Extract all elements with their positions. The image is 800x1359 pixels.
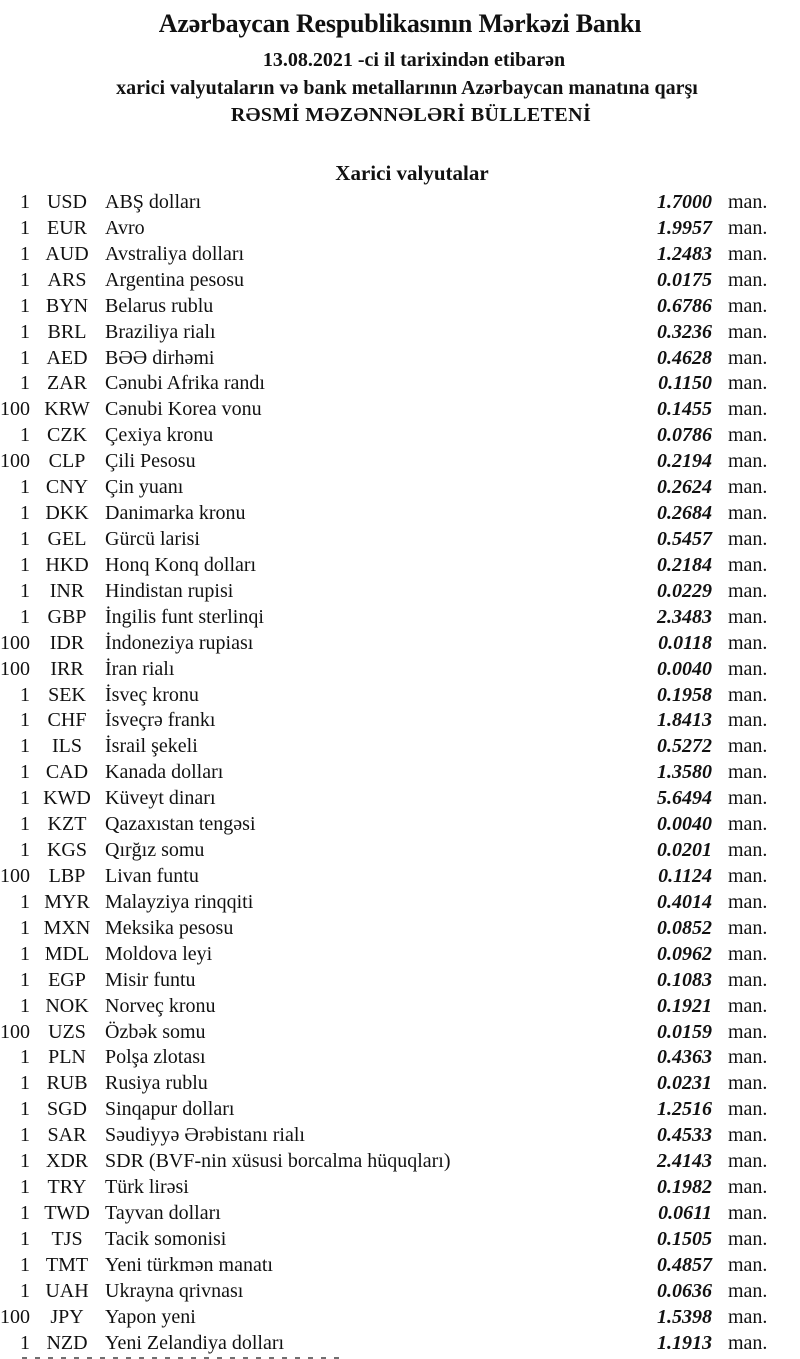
currency-code: BYN [45,294,89,317]
nominal-amount: 1 [20,476,30,499]
rate-row [0,1175,800,1201]
nominal-amount: 1 [20,735,30,758]
rate-value: 0.5272 [657,735,712,758]
rate-unit-label: man. [728,579,768,602]
currency-name: Gürcü larisi [105,527,200,550]
rate-row [0,320,800,346]
nominal-amount: 100 [0,450,30,473]
nominal-amount: 1 [20,968,30,991]
currency-name: İsveç kronu [105,683,199,706]
rate-unit-label: man. [728,890,768,913]
rate-unit-label: man. [728,709,768,732]
nominal-amount: 1 [20,1331,30,1354]
rate-row [0,994,800,1020]
nominal-amount: 1 [20,839,30,862]
currency-name: BƏƏ dirhəmi [105,346,215,369]
rate-unit-label: man. [728,191,768,213]
rate-value: 0.0040 [657,813,712,836]
currency-code: XDR [45,1150,89,1173]
currency-name: Moldova leyi [105,942,213,965]
currency-code: UZS [48,1020,86,1043]
rate-row [0,294,800,320]
currency-name: Cənubi Korea vonu [105,398,262,421]
rate-row [0,501,800,527]
rate-value: 0.0611 [658,1201,712,1224]
rate-row [0,890,800,916]
rate-value: 1.2483 [657,242,712,265]
nominal-amount: 1 [20,527,30,550]
rate-value: 0.1455 [657,398,712,421]
rate-value: 0.0201 [657,839,712,862]
currency-code: CAD [45,761,89,784]
rate-row [0,916,800,942]
nominal-amount: 1 [20,761,30,784]
currency-code: IRR [50,657,84,680]
rate-value: 0.4857 [657,1253,712,1276]
currency-code: GEL [47,527,87,550]
rate-row [0,242,800,268]
nominal-amount: 100 [0,864,30,887]
rate-value: 0.4014 [657,890,712,913]
rate-row [0,968,800,994]
rate-value: 0.1982 [657,1176,712,1199]
currency-name: Çexiya kronu [105,424,214,447]
rate-unit-label: man. [728,527,768,550]
rate-value: 0.1150 [658,372,712,395]
rate-unit-label: man. [728,450,768,473]
rate-row [0,683,800,709]
currency-name: Hindistan rupisi [105,579,234,602]
rate-unit-label: man. [728,346,768,369]
nominal-amount: 1 [20,424,30,447]
effective-date-line: 13.08.2021 -ci il tarixindən etibarən [262,49,566,71]
rate-value: 0.1505 [657,1227,712,1250]
rate-unit-label: man. [728,605,768,628]
currency-code: NOK [45,994,89,1017]
currency-code: SGD [46,1098,87,1121]
rate-value: 1.9957 [657,216,712,239]
currency-name: Yeni Zelandiya dolları [105,1331,285,1354]
rate-unit-label: man. [728,398,768,421]
nominal-amount: 1 [20,372,30,395]
nominal-amount: 1 [20,216,30,239]
currency-code: CHF [47,709,87,732]
rate-unit-label: man. [728,1046,768,1069]
currency-code: JPY [50,1305,84,1328]
rate-unit-label: man. [728,1150,768,1173]
currency-code: AUD [45,242,89,265]
rate-unit-label: man. [728,1279,768,1302]
rate-unit-label: man. [728,268,768,291]
rate-value: 0.0231 [657,1072,712,1095]
currency-code: ILS [52,735,82,758]
rate-row [0,864,800,890]
rate-value: 0.1921 [657,994,712,1017]
nominal-amount: 100 [0,398,30,421]
currency-name: Küveyt dinarı [105,787,216,810]
rate-value: 0.0118 [658,631,712,654]
rate-row [0,1020,800,1046]
nominal-amount: 1 [20,1098,30,1121]
nominal-amount: 1 [20,1150,30,1173]
rate-unit-label: man. [728,1176,768,1199]
currency-code: CLP [48,450,86,473]
nominal-amount: 1 [20,553,30,576]
rate-row [0,734,800,760]
rate-unit-label: man. [728,864,768,887]
currency-code: MXN [43,916,91,939]
rate-unit-label: man. [728,1020,768,1043]
currency-code: TWD [44,1201,90,1224]
rate-unit-label: man. [728,631,768,654]
rate-value: 1.2516 [657,1098,712,1121]
rate-value: 0.1958 [657,683,712,706]
rate-unit-label: man. [728,1331,768,1354]
rate-row [0,475,800,501]
currency-code: USD [46,191,87,213]
rate-value: 0.5457 [657,527,712,550]
rate-row [0,1201,800,1227]
rate-unit-label: man. [728,320,768,343]
nominal-amount: 1 [20,191,30,213]
nominal-amount: 1 [20,683,30,706]
rate-row [0,527,800,553]
subtitle-line: xarici valyutaların və bank metallarının Azərbaycan manatına qarşı [116,77,698,99]
currency-name: Meksika pesosu [105,916,234,939]
rate-row [0,657,800,683]
nominal-amount: 1 [20,242,30,265]
currency-code: SEK [48,683,86,706]
currency-name: İran rialı [105,657,175,680]
currency-code: KWD [43,787,91,810]
currency-code: PLN [48,1046,86,1069]
bank-title: Azərbaycan Respublikasının Mərkəzi Bankı [158,9,642,38]
rate-row [0,397,800,423]
rate-value: 1.7000 [657,191,712,213]
currency-code: EUR [47,216,87,239]
rate-value: 5.6494 [657,787,712,810]
currency-name: Belarus rublu [105,294,214,317]
rate-unit-label: man. [728,216,768,239]
currency-name: Özbək somu [105,1020,206,1043]
nominal-amount: 1 [20,320,30,343]
rate-row [0,449,800,475]
rate-unit-label: man. [728,683,768,706]
currency-name: Polşa zlotası [105,1046,206,1069]
currency-code: TJS [51,1227,83,1250]
currency-name: Livan funtu [105,864,199,887]
nominal-amount: 1 [20,1072,30,1095]
exchange-rates-table [0,190,800,1356]
currency-code: TMT [45,1253,89,1276]
currency-name: Türk lirəsi [105,1176,189,1199]
currency-code: INR [49,579,85,602]
rate-unit-label: man. [728,657,768,680]
rate-unit-label: man. [728,735,768,758]
currency-name: İsrail şekeli [105,735,198,758]
nominal-amount: 1 [20,605,30,628]
rate-unit-label: man. [728,1253,768,1276]
rate-unit-label: man. [728,1072,768,1095]
currency-name: Misir funtu [105,968,196,991]
rate-value: 0.0229 [657,579,712,602]
nominal-amount: 1 [20,787,30,810]
nominal-amount: 100 [0,657,30,680]
currency-name: Tacik somonisi [105,1227,227,1250]
rate-row [0,1045,800,1071]
rate-row [0,216,800,242]
nominal-amount: 100 [0,1305,30,1328]
rate-unit-label: man. [728,839,768,862]
currency-name: Cənubi Afrika randı [105,372,265,395]
rate-unit-label: man. [728,1201,768,1224]
rate-value: 0.0040 [657,657,712,680]
rate-row [0,1279,800,1305]
currency-name: Malayziya rinqqiti [105,890,254,913]
rate-unit-label: man. [728,424,768,447]
nominal-amount: 1 [20,502,30,525]
rate-unit-label: man. [728,553,768,576]
rate-row [0,942,800,968]
currency-name: Yeni türkmən manatı [105,1253,273,1276]
currency-code: LBP [48,864,86,887]
rate-value: 0.0786 [657,424,712,447]
currency-name: Avro [105,216,145,239]
rate-unit-label: man. [728,294,768,317]
currency-code: IDR [49,631,85,654]
rate-row [0,605,800,631]
rate-row [0,423,800,449]
rate-row [0,1253,800,1279]
currency-name: Kanada dolları [105,761,224,784]
rate-unit-label: man. [728,502,768,525]
currency-name: İsveçrə frankı [105,709,216,732]
currency-name: Honq Konq dolları [105,553,257,576]
currency-name: Danimarka kronu [105,502,246,525]
rate-row [0,786,800,812]
nominal-amount: 1 [20,942,30,965]
rate-unit-label: man. [728,1124,768,1147]
currency-code: RUB [46,1072,88,1095]
nominal-amount: 1 [20,890,30,913]
currency-name: Yapon yeni [105,1305,196,1328]
section-title-foreign-currencies: Xarici valyutalar [335,161,489,185]
bulletin-title-line: RƏSMİ MƏZƏNNƏLƏRİ BÜLLETENİ [230,104,592,126]
rate-unit-label: man. [728,1227,768,1250]
rate-row [0,1123,800,1149]
rate-value: 0.4628 [657,346,712,369]
rate-unit-label: man. [728,787,768,810]
nominal-amount: 1 [20,916,30,939]
currency-name: Braziliya rialı [105,320,216,343]
currency-code: EGP [48,968,86,991]
rate-row [0,579,800,605]
rate-value: 2.4143 [657,1150,712,1173]
currency-code: DKK [45,502,89,525]
rate-value: 0.0175 [657,268,712,291]
rate-unit-label: man. [728,476,768,499]
nominal-amount: 1 [20,1176,30,1199]
currency-name: Qırğız somu [105,839,205,862]
rate-unit-label: man. [728,942,768,965]
rate-value: 0.4363 [657,1046,712,1069]
rate-row [0,1331,800,1357]
rate-row [0,553,800,579]
rate-unit-label: man. [728,994,768,1017]
rate-unit-label: man. [728,916,768,939]
currency-code: MDL [44,942,90,965]
currency-code: UAH [45,1279,89,1302]
rate-value: 0.6786 [657,294,712,317]
rate-value: 0.3236 [657,320,712,343]
rate-value: 0.2684 [657,502,712,525]
rate-row [0,631,800,657]
currency-name: Tayvan dolları [105,1201,221,1224]
nominal-amount: 100 [0,1020,30,1043]
rate-row [0,1227,800,1253]
currency-code: KRW [44,398,90,421]
rate-row [0,838,800,864]
rate-value: 0.0962 [657,942,712,965]
currency-name: Argentina pesosu [105,268,245,291]
currency-code: KZT [47,813,87,836]
document-header [0,6,800,129]
nominal-amount: 1 [20,813,30,836]
currency-code: CNY [45,476,89,499]
rate-row [0,268,800,294]
nominal-amount: 1 [20,1124,30,1147]
rate-row [0,1305,800,1331]
rate-value: 0.0159 [657,1020,712,1043]
nominal-amount: 100 [0,631,30,654]
currency-name: Norveç kronu [105,994,216,1017]
rate-value: 1.3580 [657,761,712,784]
currency-name: Qazaxıstan tengəsi [105,813,256,836]
rate-row [0,346,800,372]
currency-code: TRY [47,1176,87,1199]
rate-row [0,760,800,786]
currency-name: Çili Pesosu [105,450,196,473]
rate-row [0,190,800,216]
rate-value: 0.2184 [657,553,712,576]
rate-value: 0.4533 [657,1124,712,1147]
currency-code: ZAR [47,372,87,395]
currency-name: Avstraliya dolları [105,242,245,265]
currency-code: AED [46,346,88,369]
rate-unit-label: man. [728,242,768,265]
nominal-amount: 1 [20,268,30,291]
rate-value: 2.3483 [657,605,712,628]
nominal-amount: 1 [20,1046,30,1069]
currency-code: MYR [44,890,90,913]
currency-name: SDR (BVF-nin xüsusi borcalma hüquqları) [105,1150,451,1173]
rate-value: 0.1083 [657,968,712,991]
currency-name: ABŞ dolları [105,191,202,213]
currency-code: ARS [47,268,87,291]
currency-code: GBP [47,605,87,628]
nominal-amount: 1 [20,294,30,317]
rate-unit-label: man. [728,968,768,991]
rate-value: 0.0636 [657,1279,712,1302]
nominal-amount: 1 [20,346,30,369]
rate-value: 1.1913 [657,1331,712,1354]
nominal-amount: 1 [20,579,30,602]
rate-unit-label: man. [728,1098,768,1121]
currency-code: NZD [46,1331,88,1354]
currency-code: CZK [47,424,87,447]
rate-row [0,1097,800,1123]
nominal-amount: 1 [20,994,30,1017]
nominal-amount: 1 [20,1279,30,1302]
nominal-amount: 1 [20,1227,30,1250]
rate-value: 1.5398 [657,1305,712,1328]
rate-row [0,708,800,734]
currency-code: HKD [45,553,89,576]
rate-value: 0.0852 [657,916,712,939]
rate-value: 0.2624 [657,476,712,499]
rate-value: 0.2194 [657,450,712,473]
rate-row [0,371,800,397]
rate-row [0,1149,800,1175]
rate-row [0,1071,800,1097]
rate-unit-label: man. [728,761,768,784]
currency-name: İndoneziya rupiası [105,631,254,654]
currency-name: İngilis funt sterlinqi [105,605,264,628]
nominal-amount: 1 [20,709,30,732]
currency-name: Çin yuanı [105,476,184,499]
rate-value: 1.8413 [657,709,712,732]
currency-name: Səudiyyə Ərəbistanı rialı [105,1124,305,1147]
rate-unit-label: man. [728,813,768,836]
rate-unit-label: man. [728,1305,768,1328]
nominal-amount: 1 [20,1201,30,1224]
currency-name: Rusiya rublu [105,1072,208,1095]
currency-code: KGS [46,839,87,862]
currency-name: Sinqapur dolları [105,1098,235,1121]
rate-unit-label: man. [728,372,768,395]
nominal-amount: 1 [20,1253,30,1276]
rate-row [0,812,800,838]
currency-code: BRL [47,320,87,343]
rate-value: 0.1124 [658,864,712,887]
currency-name: Ukrayna qrivnası [105,1279,244,1302]
currency-code: SAR [47,1124,87,1147]
